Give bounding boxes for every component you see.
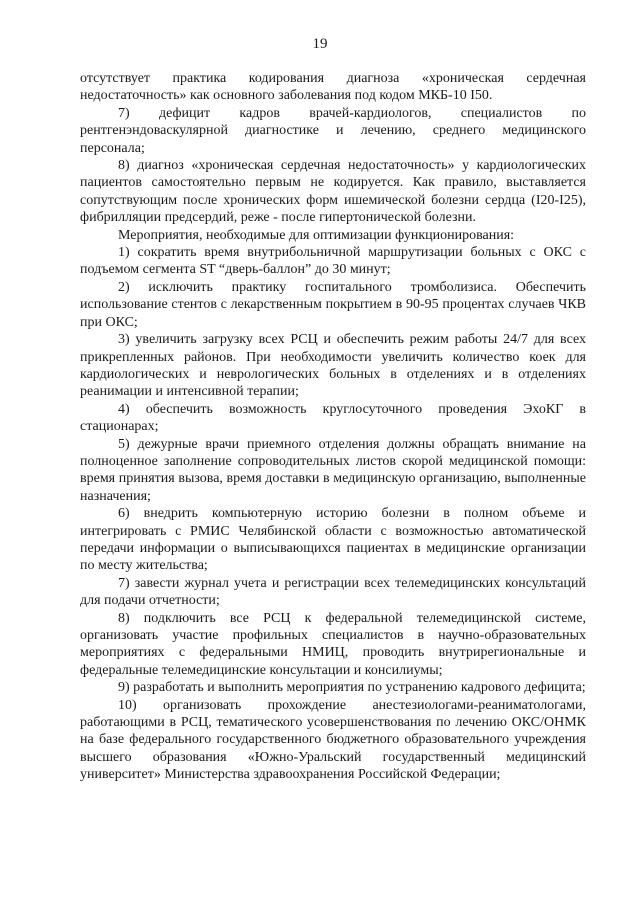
measure-item-4: 4) обеспечить возможность круглосуточного проведения ЭхоКГ в стационарах; xyxy=(80,401,586,435)
paragraph-continuation: отсутствует практика кодирования диагноза «хроническая сердечная недостаточность» как основного заболевания под кодом МКБ-10 I50. xyxy=(80,71,586,104)
measure-item-8: 8) подключить все РСЦ к федеральной телемедицинской системе, организовать участие профильных специалистов в научно-образовательных мероприятиях с федеральными НМИЦ, проводить внутрирегиональные и федеральные телемедицинские консультации и консилиумы; xyxy=(80,610,586,678)
measures-heading: Мероприятия, необходимые для оптимизации функционирования: xyxy=(118,227,515,243)
measure-item-9: 9) разработать и выполнить мероприятия по устранению кадрового дефицита; xyxy=(118,680,586,696)
measure-item-5: 5) дежурные врачи приемного отделения должны обращать внимание на полноценное заполнение сопроводительных листов скорой медицинской помощи: время принятия вызова, время доставки в медицинскую организацию, выполненные назначения; xyxy=(80,436,586,504)
measure-item-2: 2) исключить практику госпитального тромболизиса. Обеспечить использование стентов с лекарственным покрытием в 90-95 процентах случаев ЧКВ при ОКС; xyxy=(80,279,586,330)
measure-item-7: 7) завести журнал учета и регистрации всех телемедицинских консультаций для подачи отчетности; xyxy=(80,575,586,609)
measure-item-6: 6) внедрить компьютерную историю болезни в полном объеме и интегрировать с РМИС Челябинской области с возможностью автоматической передачи информации о выписывающихся пациентах в медицинские организации по месту жительства; xyxy=(80,506,586,574)
measure-item-3: 3) увеличить загрузку всех РСЦ и обеспечить режим работы 24/7 для всех прикрепленных районов. При необходимости увеличить количество коек для кардиологических и неврологических больных в отделениях и в отделениях реанимации и интенсивной терапии; xyxy=(80,332,586,400)
body-text xyxy=(80,70,586,784)
page-number: 19 xyxy=(312,36,328,52)
paragraph-item-8-diagnosis-coding: 8) диагноз «хроническая сердечная недостаточность» у кардиологических пациентов самостоятельно первым не кодируется. Как правило, выставляется сопутствующим после хронических форм ишемической болезни сердца (I20-I25), фибрилляции предсердий, реже - после гипертонической болезни. xyxy=(80,158,586,226)
measure-item-10: 10) организовать прохождение анестезиологами-реаниматологами, работающими в РСЦ, тематического усовершенствования по лечению ОКС/ОНМК на базе федерального государственного бюджетного образовательного учреждения высшего образования «Южно-Уральский государственный медицинский университет» Министерства здравоохранения Российской Федерации; xyxy=(80,697,586,783)
measure-item-1: 1) сократить время внутрибольничной маршрутизации больных с ОКС с подъемом сегмента ST “дверь-баллон” до 30 минут; xyxy=(80,245,586,278)
paragraph-item-7-staff-deficit: 7) дефицит кадров врачей-кардиологов, специалистов по рентгенэндоваскулярной диагностике и лечению, среднего медицинского персонала; xyxy=(80,105,586,156)
